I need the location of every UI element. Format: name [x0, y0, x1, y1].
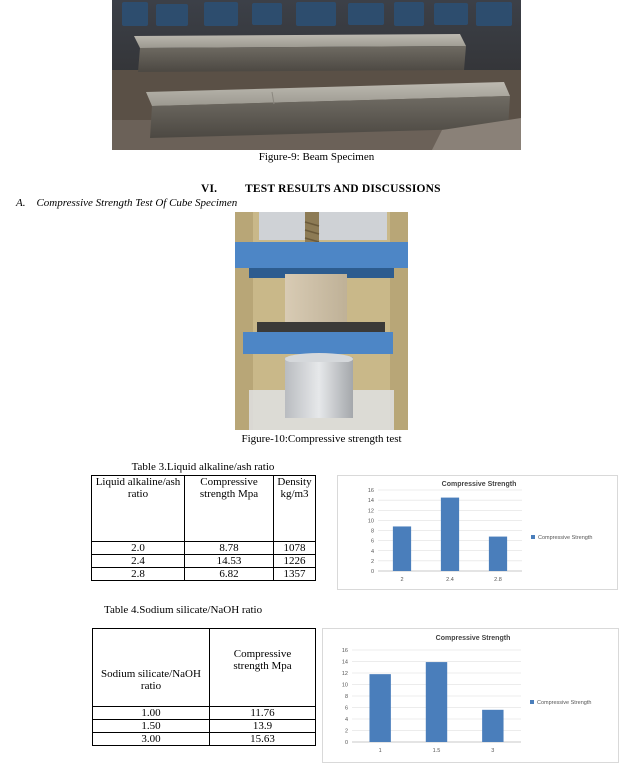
- table-row: [93, 707, 316, 720]
- bar: [441, 498, 459, 571]
- table-row: [93, 733, 316, 746]
- y-tick-label: 4: [370, 548, 374, 555]
- table-cell: 1226: [274, 555, 316, 568]
- subsection-title: A. Compressive Strength Test Of Cube Specimen: [16, 197, 238, 209]
- table-3-caption: Table 3.Liquid alkaline/ash ratio: [131, 461, 275, 473]
- x-tick-label: 3: [491, 748, 495, 754]
- chart-2: [323, 629, 618, 762]
- table-3-header-cell: Density kg/m3: [274, 476, 316, 542]
- y-tick-label: 2: [370, 558, 374, 565]
- table-row: [92, 542, 316, 555]
- section-title: TEST RESULTS AND DISCUSSIONS: [245, 183, 441, 195]
- x-tick-label: 1.5: [432, 748, 441, 754]
- y-tick-label: 8: [370, 528, 374, 535]
- compressive-test-photo: [235, 212, 408, 430]
- x-tick-label: 2.4: [446, 577, 454, 583]
- table-3: [91, 475, 316, 581]
- chart-1-box: [337, 475, 618, 590]
- table-cell: 1078: [274, 542, 316, 555]
- x-tick-label: 2.8: [494, 577, 502, 583]
- table-cell: 14.53: [185, 555, 274, 568]
- y-tick-label: 4: [344, 717, 348, 723]
- section-number: VI.: [201, 183, 218, 195]
- y-tick-label: 10: [341, 682, 348, 689]
- legend-swatch: [531, 535, 535, 539]
- figure-10-caption: Figure-10:Compressive strength test: [241, 433, 402, 445]
- y-tick-label: 12: [341, 671, 348, 677]
- table-3-header-row: [92, 476, 316, 542]
- y-tick-label: 16: [341, 648, 348, 654]
- table-4-header-cell: [93, 629, 210, 707]
- legend-label: Compressive Strength: [538, 535, 593, 541]
- table-4: [92, 628, 316, 746]
- y-tick-label: 12: [367, 508, 374, 515]
- table-cell: 13.9: [210, 720, 316, 733]
- compression-machine-illustration: [235, 212, 408, 430]
- table-cell: 1357: [274, 568, 316, 581]
- y-tick-label: 10: [367, 518, 374, 525]
- y-tick-label: 0: [370, 569, 374, 575]
- y-tick-label: 6: [370, 538, 374, 545]
- bar: [393, 526, 411, 571]
- chart-1: [338, 476, 617, 589]
- table-cell: 2.4: [92, 555, 185, 568]
- table-cell: 8.78: [185, 542, 274, 555]
- bar: [489, 537, 507, 571]
- bar: [369, 674, 390, 742]
- table-4-header-text: Sodium silicate/NaOH ratio: [101, 667, 201, 692]
- bar: [482, 710, 503, 742]
- chart-title: Compressive Strength: [441, 481, 517, 488]
- x-tick-label: 1: [378, 748, 382, 754]
- y-tick-label: 14: [367, 498, 374, 505]
- table-cell: 15.63: [210, 733, 316, 746]
- beam-specimen-illustration: [112, 0, 521, 150]
- table-row: [93, 720, 316, 733]
- y-tick-label: 0: [344, 740, 348, 746]
- y-tick-label: 8: [344, 694, 348, 700]
- chart-2-box: [322, 628, 619, 763]
- table-cell: 2.0: [92, 542, 185, 555]
- y-tick-label: 2: [344, 728, 348, 735]
- table-cell: 2.8: [92, 568, 185, 581]
- table-4-caption: Table 4.Sodium silicate/NaOH ratio: [104, 604, 263, 616]
- table-4-header-cell: [210, 629, 316, 707]
- table-4-header-row: [93, 629, 316, 707]
- table-cell: 1.00: [93, 707, 210, 720]
- y-tick-label: 6: [344, 705, 348, 712]
- legend-swatch: [530, 700, 534, 704]
- table-cell: 3.00: [93, 733, 210, 746]
- table-4-header-text: Compressive strength Mpa: [233, 647, 292, 672]
- y-tick-label: 16: [367, 488, 374, 494]
- x-tick-label: 2: [400, 577, 404, 583]
- figure-9-caption: Figure-9: Beam Specimen: [258, 151, 375, 163]
- bar: [426, 662, 447, 742]
- table-3-header-cell: Liquid alkaline/ash ratio: [92, 476, 185, 542]
- table-cell: 6.82: [185, 568, 274, 581]
- table-row: [92, 568, 316, 581]
- legend-label: Compressive Strength: [537, 700, 592, 706]
- chart-title: Compressive Strength: [435, 635, 511, 642]
- beam-specimen-photo: [112, 0, 521, 150]
- table-cell: 1.50: [93, 720, 210, 733]
- y-tick-label: 14: [341, 659, 348, 666]
- table-row: [92, 555, 316, 568]
- table-cell: 11.76: [210, 707, 316, 720]
- table-3-header-cell: Compressive strength Mpa: [185, 476, 274, 542]
